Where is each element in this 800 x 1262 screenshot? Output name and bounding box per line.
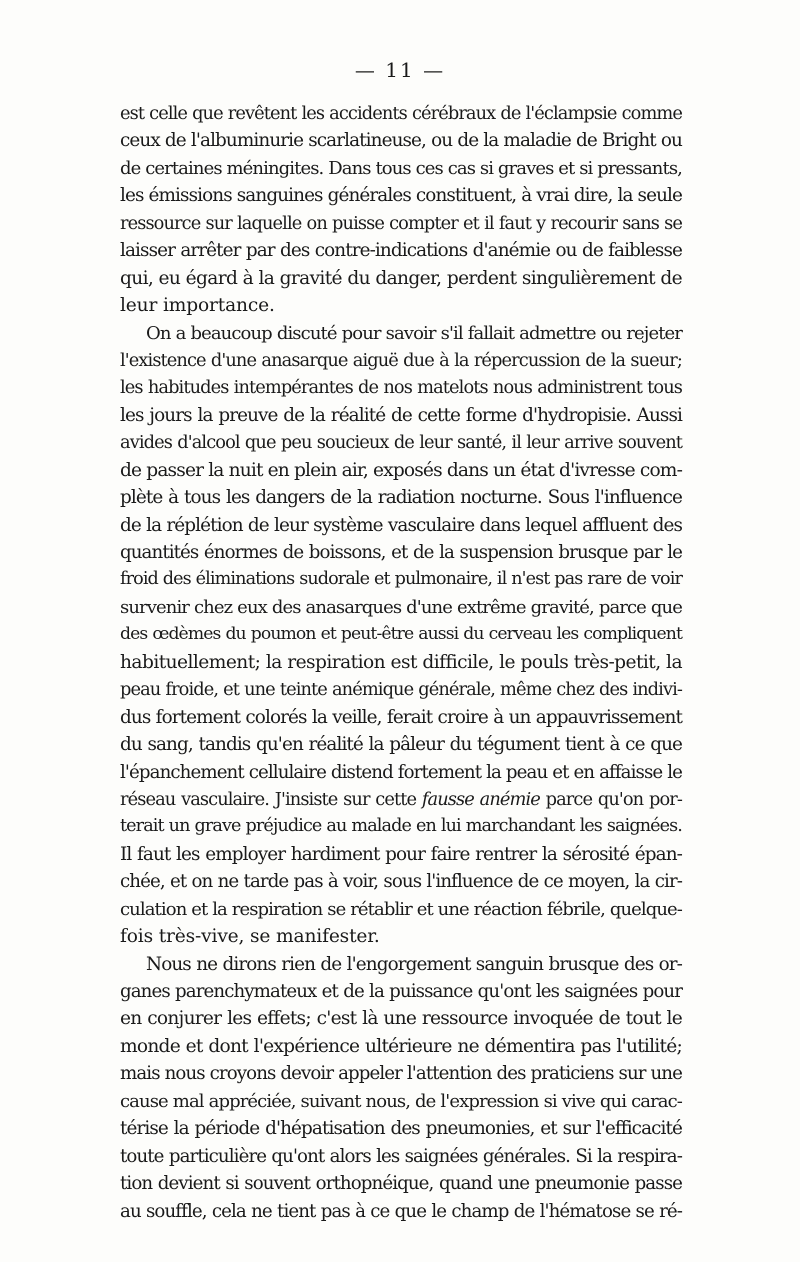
text-line: térise la période d'hépatisation des pneumonies, et sur l'efficacité [120,1118,682,1140]
text-line: habituellement; la respiration est difficile, le pouls très-petit, la [120,651,682,673]
text-line: culation et la respiration se rétablir et une réaction fébrile, quelque- [120,898,682,920]
text-line: froid des éliminations sudorale et pulmonaire, il n'est pas rare de voir [120,569,682,590]
text-line: ceux de l'albuminurie scarlatineuse, ou de la maladie de Bright ou [120,130,682,152]
text-line: les jours la preuve de la réalité de cette forme d'hydropisie. Aussi [120,404,682,426]
text-line: avides d'alcool que peu soucieux de leur santé, il leur arrive souvent [120,432,682,454]
text-line: Il faut les employer hardiment pour faire rentrer la sérosité épan- [120,843,682,865]
text-line: plète à tous les dangers de la radiation nocturne. Sous l'influence [120,487,682,509]
text-line: qui, eu égard à la gravité du danger, perdent singulièrement de [120,267,682,289]
text-line: de passer la nuit en plein air, exposés dans un état d'ivresse com- [120,459,682,481]
text-line: tion devient si souvent orthopnéique, quand une pneumonie passe [120,1173,682,1195]
text-line: de certaines méningites. Dans tous ces cas si graves et si pressants, [120,157,682,179]
text-line: On a beaucoup discuté pour savoir s'il fallait admettre ou rejeter [146,322,682,344]
italic-emphasis: fausse anémie [421,788,540,810]
text-line: ressource sur laquelle on puisse compter et il faut y recourir sans se [120,212,682,234]
text-segment: réseau vasculaire. J'insiste sur cette [120,788,422,810]
text-line [120,786,682,813]
text-line: peau froide, et une teinte anémique générale, même chez des indivi- [120,679,682,701]
text-line: quantités énormes de boissons, et de la suspension brusque par le [120,542,682,563]
text-line: chée, et on ne tarde pas à voir, sous l'influence de ce moyen, la cir- [120,871,682,893]
text-line: terait un grave préjudice au malade en lui marchandant les saignées. [120,816,682,837]
text-line: des œdèmes du poumon et peut-être aussi du cerveau les compliquent [120,624,682,645]
text-line: cause mal appréciée, suivant nous, de l'expression si vive qui carac- [120,1090,682,1112]
text-segment: parce qu'on por- [539,788,682,810]
text-line: survenir chez eux des anasarques d'une extrême gravité, parce que [120,596,682,618]
text-line: monde et dont l'expérience ultérieure ne démentira pas l'utilité; [120,1035,682,1057]
text-line: de la réplétion de leur système vasculaire dans lequel affluent des [120,514,682,536]
text-line: au souffle, cela ne tient pas à ce que le champ de l'hématose se ré- [120,1200,682,1222]
page-number: — 11 — [354,58,446,82]
text-line: leur importance. [120,295,275,317]
body-text [120,100,682,1225]
text-line: est celle que revêtent les accidents cérébraux de l'éclampsie comme [120,103,682,124]
text-line: l'épanchement cellulaire distend fortement la peau et en affaisse le [120,761,682,783]
text-line: toute particulière qu'ont alors les saignées générales. Si la respira- [120,1145,682,1167]
text-line: les émissions sanguines générales constituent, à vrai dire, la seule [120,185,682,207]
text-line: fois très-vive, se manifester. [120,926,380,948]
text-line: laisser arrêter par des contre-indications d'anémie ou de faiblesse [120,240,682,262]
text-line: mais nous croyons devoir appeler l'attention des praticiens sur une [120,1063,682,1085]
text-line: en conjurer les effets; c'est là une ressource invoquée de tout le [120,1008,682,1030]
text-line: les habitudes intempérantes de nos matelots nous administrent tous [120,377,682,399]
text-line: l'existence d'une anasarque aiguë due à la répercussion de la sueur; [120,349,682,371]
text-line: du sang, tandis qu'en réalité la pâleur du tégument tient à ce que [120,734,682,756]
text-line: dus fortement colorés la veille, ferait croire à un appauvrissement [120,706,682,728]
text-line: ganes parenchymateux et de la puissance qu'ont les saignées pour [120,981,682,1002]
text-line: Nous ne dirons rien de l'engorgement sanguin brusque des or- [146,953,682,975]
